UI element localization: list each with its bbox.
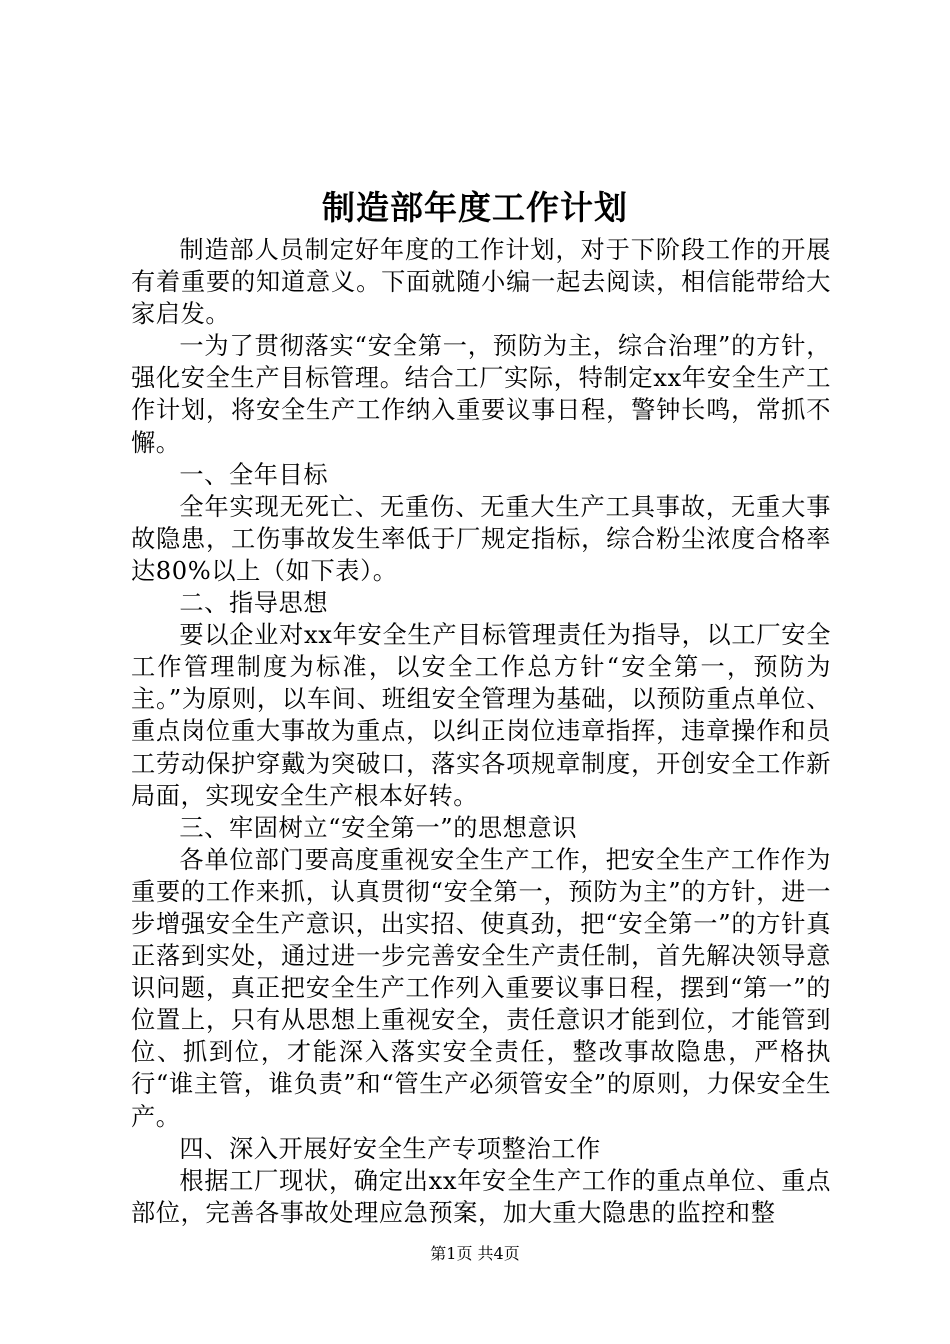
- paragraph-intro: 制造部人员制定好年度的工作计划，对于下阶段工作的开展有着重要的知道意义。下面就随小编一起去阅读，相信能带给大家启发。: [131, 236, 831, 329]
- paragraph-awareness: 各单位部门要高度重视安全生产工作，把安全生产工作作为重要的工作来抓，认真贯彻“安全第一，预防为主”的方针，进一步增强安全生产意识，出实招、使真劲，把“安全第一”的方针真正落到实处，通过进一步完善安全生产责任制，首先解决领导意识问题，真正把安全生产工作列入重要议事日程，摆到“第一”的位置上，只有从思想上重视安全，责任意识才能到位，才能管到位、抓到位，才能深入落实安全责任，整改事故隐患，严格执行“谁主管，谁负责”和“管生产必须管安全”的原则，力保安全生产。: [131, 845, 831, 1131]
- section-heading-2: 二、指导思想: [179, 589, 329, 618]
- paragraph-preface: 一为了贯彻落实“安全第一，预防为主，综合治理”的方针，强化安全生产目标管理。结合工厂实际，特制定xx年安全生产工作计划，将安全生产工作纳入重要议事日程，警钟长鸣，常抓不懈。: [131, 332, 831, 457]
- paragraph-goal: 全年实现无死亡、无重伤、无重大生产工具事故，无重大事故隐患，工伤事故发生率低于厂规定指标，综合粉尘浓度合格率达80%以上（如下表）。: [131, 492, 831, 585]
- section-heading-1: 一、全年目标: [179, 460, 329, 489]
- document-title: 制造部年度工作计划: [322, 188, 628, 227]
- paragraph-guideline: 要以企业对xx年安全生产目标管理责任为指导，以工厂安全工作管理制度为标准，以安全工作总方针“安全第一，预防为主。”为原则，以车间、班组安全管理为基础，以预防重点单位、重点岗位重大事故为重点，以纠正岗位违章指挥，违章操作和员工劳动保护穿戴为突破口，落实各项规章制度，开创安全工作新局面，实现安全生产根本好转。: [131, 621, 831, 810]
- section-heading-3: 三、牢固树立“安全第一”的思想意识: [179, 813, 578, 842]
- page-number-footer: 第1页 共4页: [430, 1244, 520, 1263]
- paragraph-rectification: 根据工厂现状，确定出xx年安全生产工作的重点单位、重点部位，完善各事故处理应急预案，加大重大隐患的监控和整: [131, 1166, 831, 1227]
- section-heading-4: 四、深入开展好安全生产专项整治工作: [179, 1134, 601, 1163]
- document-body: [131, 234, 831, 1229]
